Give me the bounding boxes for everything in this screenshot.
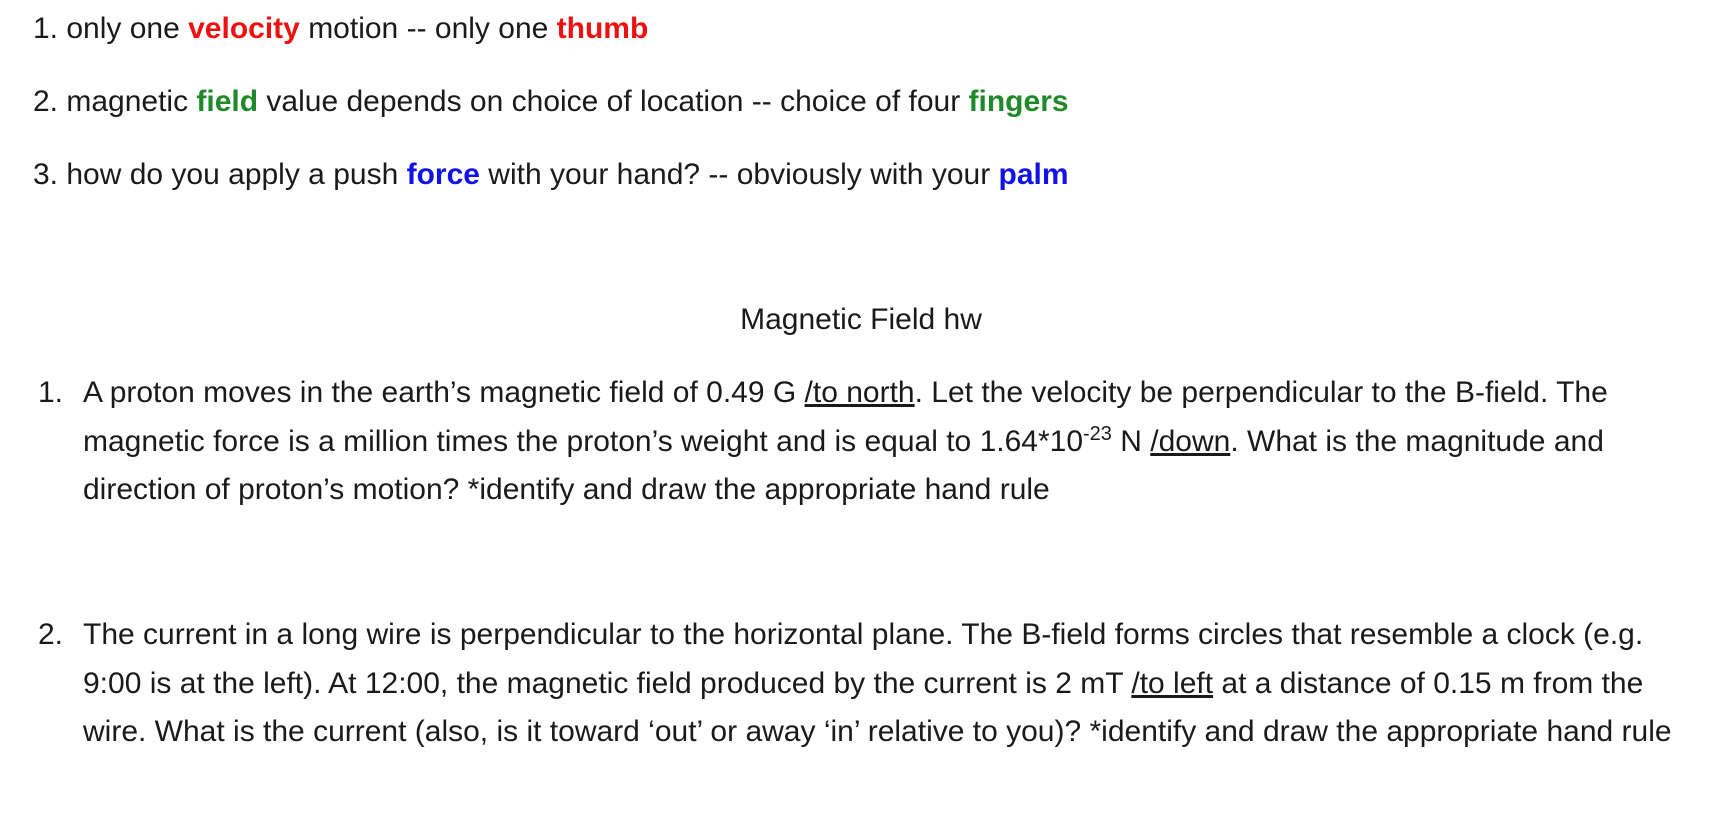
problem-number: 2. [38, 618, 64, 651]
problem-1 [38, 369, 1678, 515]
keyword-field: field [196, 85, 259, 118]
problem-text-part: . Let the velocity be perpendicular to the B-field. The magnetic force is a million times the proton’s weight and is equal to 1.64*10 [83, 376, 1608, 458]
hint-text: motion -- only one [299, 12, 557, 45]
hint-text: value depends on choice of location -- choice of four [258, 85, 969, 118]
keyword-palm: palm [998, 158, 1069, 191]
problem-text-part: A proton moves in the earth’s magnetic field of 0.49 G [83, 376, 805, 409]
problem-text-part: . What is the magnitude and direction of proton’s motion? *identify and draw the appropriate hand rule [83, 424, 1604, 506]
problem-text [83, 611, 1678, 757]
direction-north: /to north [804, 376, 915, 409]
problem-2 [38, 611, 1678, 757]
exponent: -23 [1083, 422, 1112, 445]
problem-text-part: The current in a long wire is perpendicular to the horizontal plane. The B-field forms circles that resemble a clock (e.g. 9:00 is at the left). At 12:00, the magnetic field produced by the current is 2 mT [83, 618, 1644, 700]
hint-velocity-thumb [33, 9, 648, 49]
hint-text: 3. how do you apply a push [33, 158, 407, 191]
problem-text [83, 369, 1678, 515]
keyword-fingers: fingers [968, 85, 1069, 118]
keyword-thumb: thumb [556, 12, 649, 45]
hint-force-palm [33, 155, 1069, 195]
problem-text-part: at a distance of 0.15 m from the wire. What is the current (also, is it toward ‘out’ or away ‘in’ relative to you)? *identify and draw the appropriate hand rule [83, 666, 1672, 748]
problem-number: 1. [38, 376, 64, 409]
direction-left: /to left [1131, 666, 1214, 700]
keyword-velocity: velocity [188, 12, 300, 45]
problem-text-part: N [1111, 424, 1151, 458]
homework-title: Magnetic Field hw [740, 303, 982, 336]
hint-text: with your hand? -- obviously with your [479, 158, 999, 191]
keyword-force: force [406, 158, 480, 191]
hint-text: 2. magnetic [33, 85, 197, 118]
hint-field-fingers [33, 82, 1069, 122]
direction-down: /down [1150, 424, 1231, 458]
hint-text: 1. only one [33, 12, 189, 45]
